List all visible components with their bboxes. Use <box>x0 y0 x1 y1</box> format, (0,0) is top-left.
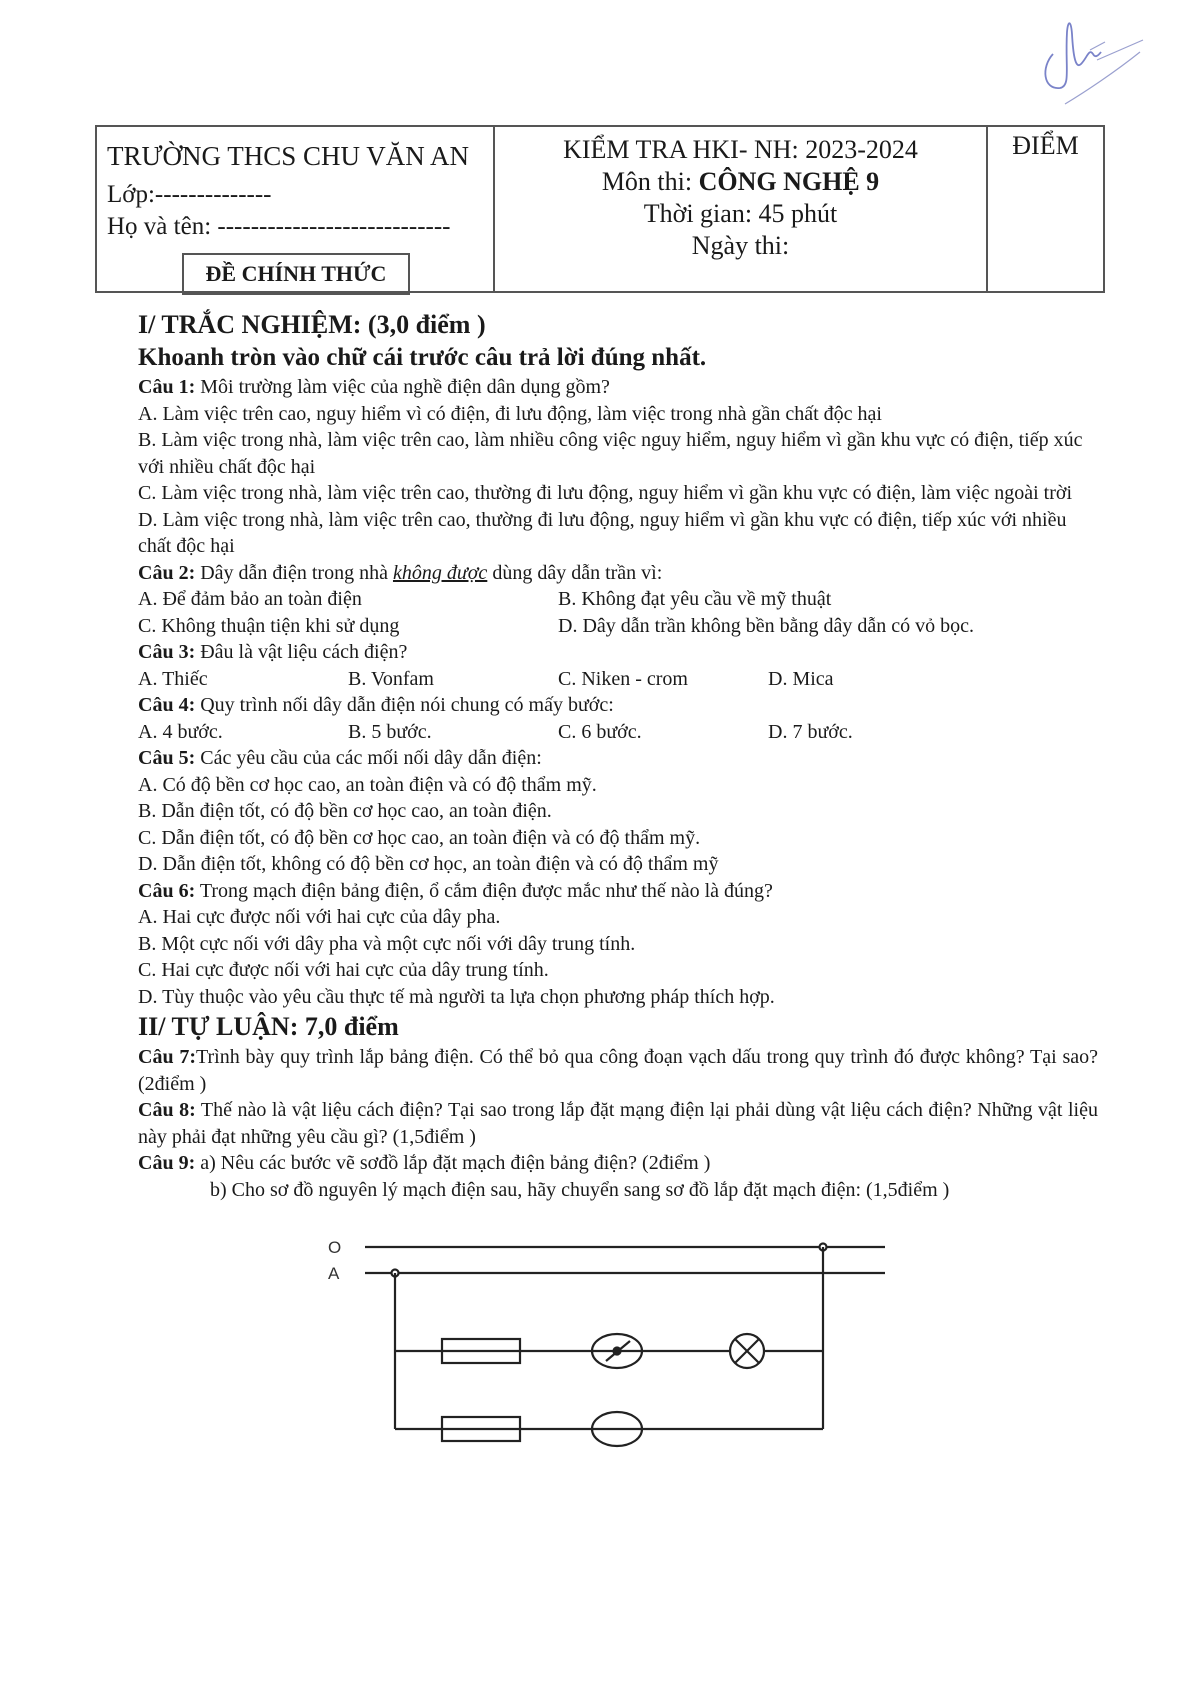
q4-options <box>138 719 1098 746</box>
question-9 <box>138 1150 1098 1177</box>
question-8 <box>138 1097 1098 1150</box>
question-8-number: Câu 8: <box>138 1099 196 1121</box>
question-3 <box>138 639 1098 666</box>
q3-option-c: C. Niken - crom <box>558 667 688 690</box>
phase-label: A <box>328 1264 340 1283</box>
q2-option-a: A. Để đảm bảo an toàn điện <box>138 588 362 610</box>
question-5 <box>138 745 1098 772</box>
question-1 <box>138 374 1098 401</box>
q5-option-b: B. Dẫn điện tốt, có độ bền cơ học cao, an toàn điện. <box>138 800 552 822</box>
q2-option-b: B. Không đạt yêu cầu về mỹ thuật <box>558 588 832 610</box>
section-1-title: I/ TRẮC NGHIỆM: (3,0 điểm ) <box>138 310 486 339</box>
school-name: TRƯỜNG THCS CHU VĂN AN <box>107 141 469 171</box>
question-8-text: Thế nào là vật liệu cách điện? Tại sao trong lắp đặt mạng điện lại phải dùng vật liệu cách điện? Những vật liệu này phải đạt những yêu cầu gì? (1,5điểm ) <box>138 1099 1098 1148</box>
exam-subject <box>495 167 986 197</box>
q5-option-a: A. Có độ bền cơ học cao, an toàn điện và có độ thẩm mỹ. <box>138 773 597 796</box>
question-7 <box>138 1044 1098 1097</box>
q6-option-b: B. Một cực nối với dây pha và một cực nối với dây trung tính. <box>138 932 636 955</box>
q1-option-d: D. Làm việc trong nhà, làm việc trên cao, thường đi lưu động, nguy hiểm vì gần khu vực có điện, tiếp xúc với nhiều chất độc hại <box>138 508 1067 557</box>
class-field: Lớp:-------------- <box>107 181 272 208</box>
score-cell <box>988 127 1103 291</box>
q4-option-c: C. 6 bước. <box>558 720 642 743</box>
neutral-label: O <box>328 1238 342 1257</box>
q2-options-row-2 <box>138 613 1098 640</box>
exam-info-cell <box>495 127 988 291</box>
circuit-diagram <box>320 1235 900 1465</box>
question-5-number: Câu 5: <box>138 747 196 769</box>
question-7-text: Trình bày quy trình lắp bảng điện. Có thể bỏ qua công đoạn vạch dấu trong quy trình đó được không? Tại sao? (2điểm ) <box>138 1046 1098 1095</box>
q2-options-row-1 <box>138 586 1098 613</box>
question-1-number: Câu 1: <box>138 376 196 398</box>
q3-option-a: A. Thiếc <box>138 667 208 690</box>
q6-option-d: D. Tùy thuộc vào yêu cầu thực tế mà người ta lựa chọn phương pháp thích hợp. <box>138 985 775 1008</box>
score-label: ĐIỂM <box>1012 131 1079 160</box>
q3-options <box>138 666 1098 693</box>
question-9-number: Câu 9: <box>138 1152 196 1174</box>
student-info-cell <box>97 127 495 291</box>
q2-option-c: C. Không thuận tiện khi sử dụng <box>138 614 400 637</box>
question-3-number: Câu 3: <box>138 641 196 663</box>
question-4-text: Quy trình nối dây dẫn điện nói chung có mấy bước: <box>195 694 614 716</box>
q5-option-c: C. Dẫn điện tốt, có độ bền cơ học cao, an toàn điện và có độ thẩm mỹ. <box>138 826 701 849</box>
exam-title: KIỂM TRA HKI- NH: 2023-2024 <box>563 135 918 164</box>
subject-name: CÔNG NGHỆ 9 <box>698 167 880 196</box>
signature-mark <box>1035 12 1145 107</box>
q6-option-a: A. Hai cực được nối với hai cực của dây pha. <box>138 906 501 928</box>
section-2-title: II/ TỰ LUẬN: 7,0 điểm <box>138 1012 399 1041</box>
q2-option-d: D. Dây dẫn trần không bền bằng dây dẫn có vỏ bọc. <box>558 614 974 637</box>
question-2-emphasis: không được <box>392 561 488 584</box>
official-exam-label: ĐỀ CHÍNH THỨC <box>182 253 410 295</box>
q3-option-d: D. Mica <box>768 667 834 690</box>
question-2-text-end: dùng dây dẫn trần vì: <box>487 561 663 584</box>
student-name-field: Họ và tên: ---------------------------- <box>107 213 451 240</box>
question-7-number: Câu 7: <box>138 1046 196 1068</box>
exam-header <box>95 125 1105 293</box>
question-2-number: Câu 2: <box>138 561 196 584</box>
question-4 <box>138 692 1098 719</box>
question-2 <box>138 560 1098 587</box>
question-6-number: Câu 6: <box>138 879 196 902</box>
question-5-text: Các yêu cầu của các mối nối dây dẫn điện: <box>195 747 542 769</box>
q3-option-b: B. Vonfam <box>348 667 434 690</box>
exam-time: Thời gian: 45 phút <box>643 199 838 228</box>
q4-option-a: A. 4 bước. <box>138 720 223 743</box>
q1-option-c: C. Làm việc trong nhà, làm việc trên cao, thường đi lưu động, nguy hiểm vì gần khu vực có điện, làm việc ngoài trời <box>138 482 1073 504</box>
question-9-part-b: b) Cho sơ đồ nguyên lý mạch điện sau, hãy chuyển sang sơ đồ lắp đặt mạch điện: (1,5điểm ) <box>210 1178 950 1201</box>
exam-content <box>138 308 1098 1203</box>
q1-option-b: B. Làm việc trong nhà, làm việc trên cao, làm nhiều công việc nguy hiểm, nguy hiểm vì gần khu vực có điện, tiếp xúc với nhiều chất độc hại <box>138 429 1083 478</box>
subject-prefix: Môn thi: <box>601 167 699 196</box>
question-3-text: Đâu là vật liệu cách điện? <box>195 641 408 663</box>
section-1-instruction: Khoanh tròn vào chữ cái trước câu trả lời đúng nhất. <box>138 344 707 371</box>
q5-option-d: D. Dẫn điện tốt, không có độ bền cơ học, an toàn điện và có độ thẩm mỹ <box>138 853 719 875</box>
question-9-part-a: a) Nêu các bước vẽ sơđồ lắp đặt mạch điện bảng điện? (2điểm ) <box>195 1152 711 1174</box>
q4-option-d: D. 7 bước. <box>768 720 853 743</box>
question-6 <box>138 878 1098 905</box>
question-4-number: Câu 4: <box>138 694 196 716</box>
question-2-text: Dây dẫn điện trong nhà <box>195 561 393 584</box>
q4-option-b: B. 5 bước. <box>348 720 432 743</box>
question-6-text: Trong mạch điện bảng điện, ổ cắm điện được mắc như thế nào là đúng? <box>195 879 773 902</box>
exam-date: Ngày thi: <box>691 231 790 260</box>
question-1-text: Môi trường làm việc của nghề điện dân dụng gồm? <box>195 376 610 398</box>
q1-option-a: A. Làm việc trên cao, nguy hiểm vì có điện, đi lưu động, làm việc trong nhà gần chất độc hại <box>138 402 882 425</box>
q6-option-c: C. Hai cực được nối với hai cực của dây trung tính. <box>138 959 549 981</box>
